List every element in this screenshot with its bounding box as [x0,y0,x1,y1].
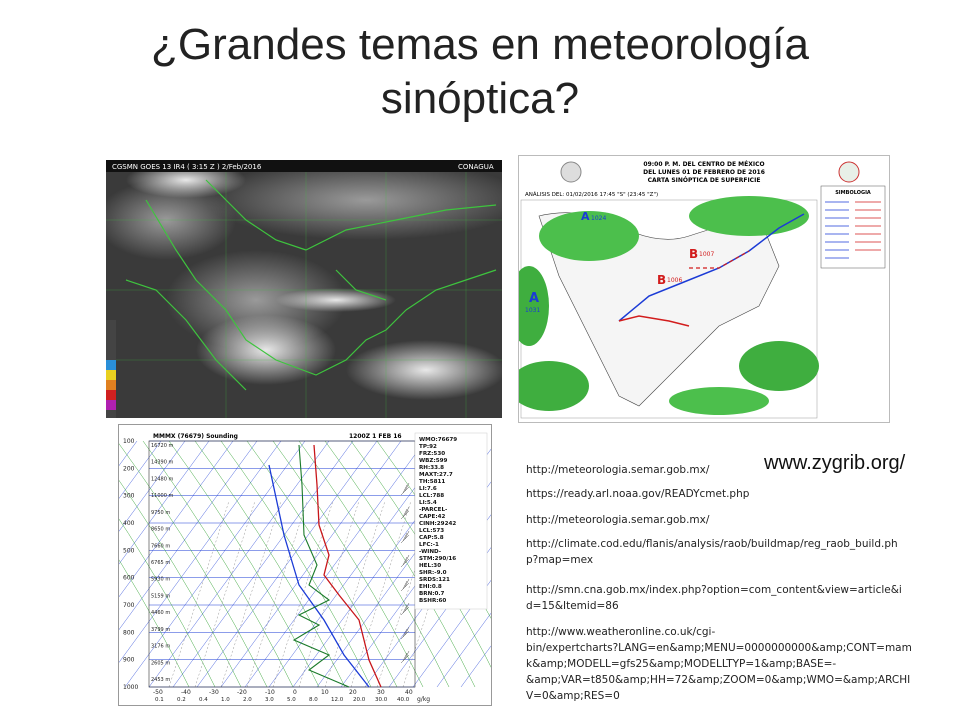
pressure-label: 700 [123,602,135,609]
pressure-label: 800 [123,629,135,637]
slide-title-line2: sinóptica? [380,74,580,123]
height-label: 2453 m [151,677,171,683]
skewt-svg [119,425,491,705]
height-label: 9750 m [151,509,171,516]
link-weatheronline[interactable] [526,624,912,704]
link-cod-raob[interactable] [526,536,898,568]
mixing-ratio-label: 1.0 [221,697,230,703]
mixing-ratio-label: 3.0 [265,697,274,703]
high-pressure-2-value: 1031 [525,307,541,314]
sounding-stat: WBZ:599 [419,458,448,464]
sounding-stat: BRN:0.7 [419,591,445,597]
mixing-ratio-label: 40.0 [397,697,410,703]
map-legend [821,186,885,268]
height-label: 7660 m [151,543,171,550]
pressure-label: 600 [123,574,135,582]
map-analysis: ANÁLISIS DEL: 01/02/2016 17:45 "S" (23:45 "Z") [525,192,659,198]
pressure-label: 200 [123,465,135,473]
temperature-label: 30 [377,689,385,696]
temperature-label: -30 [209,689,219,696]
sounding-header: MMMX (76679) Sounding [153,433,238,440]
link-smn-line1: http://smn.cna.gob.mx/index.php?option=com_content&view=article&i [526,584,902,596]
link-zygrib[interactable]: www.zygrib.org/ [764,452,906,474]
height-label: 8650 m [151,526,171,533]
pressure-label: 300 [123,492,135,500]
sounding-stat: BSHR:60 [419,598,447,604]
height-label: 2605 m [151,660,171,667]
temperature-label: -20 [237,689,247,696]
sounding-stat: TH:5811 [419,479,446,485]
link-weatheronline-line5: V=0&amp;RES=0 [526,690,620,702]
sounding-stat: WMO:76679 [419,437,458,443]
low-pressure-1-letter: B [689,247,699,261]
temperature-label: 10 [321,689,329,696]
link-smn[interactable] [526,582,902,614]
sounding-stat: MAXT:27.7 [419,472,453,478]
sounding-stat: LI:5.4 [419,500,437,506]
height-label: 5930 m [151,576,171,583]
mixing-ratio-label: 20.0 [353,697,366,703]
sounding-stat: CINH:29242 [419,521,457,527]
link-weatheronline-line3: k&amp;MODELL=gfs25&amp;MODELLTYP=1&amp;BASE=- [526,658,837,670]
link-weatheronline-line2: bin/expertcharts?LANG=en&amp;MENU=0000000000&amp;CONT=mam [526,642,912,654]
low-pressure-1-value: 1007 [699,251,715,258]
height-label: 4460 m [151,610,171,617]
sounding-stat: LCL:573 [419,528,445,534]
skewt-sounding [118,424,492,706]
link-smn-line2: d=15&Itemid=86 [526,600,619,612]
mixing-ratio-label: 0.2 [177,697,186,703]
sounding-stat: TP:92 [419,444,437,450]
sounding-stat: HEL:30 [419,563,442,569]
link-weatheronline-line1: http://www.weatheronline.co.uk/cgi- [526,626,716,638]
sounding-stat: RH:33.8 [419,465,445,471]
mixing-ratio-label: 0.4 [199,697,208,703]
link-cod-raob-line2: p?map=mex [526,554,594,566]
height-label: 6765 m [151,560,171,566]
map-header-3: CARTA SINÓPTICA DE SUPERFICIE [647,177,761,184]
link-cod-raob-line1: http://climate.cod.edu/flanis/analysis/raob/buildmap/reg_raob_build.ph [526,538,898,550]
sounding-stat: -PARCEL- [419,507,448,513]
sounding-stat: LCL:788 [419,493,445,499]
link-weatheronline-line4: &amp;VAR=t850&amp;HH=72&amp;ZOOM=0&amp;WMO=&amp;ARCHI [526,674,911,686]
high-pressure-1-letter: A [581,210,590,223]
temperature-label: 20 [349,689,357,696]
satellite-svg [106,160,502,418]
smn-seal-icon [839,162,859,182]
semar-seal-icon [561,162,581,182]
height-label: 5159 m [151,593,171,600]
sounding-stat: STM:290/16 [419,556,457,562]
link-semar-1[interactable]: http://meteorologia.semar.gob.mx/ [526,464,710,476]
temperature-label: -10 [265,689,275,696]
temperature-label: -40 [181,689,191,696]
sounding-stat: LI:7.6 [419,486,437,492]
surface-map-svg [519,156,889,422]
map-header-1: 09:00 P. M. DEL CENTRO DE MÉXICO [643,161,765,168]
mixing-ratio-label: 30.0 [375,697,388,703]
height-label: 16720 m [151,443,174,449]
pressure-label: 900 [123,656,135,664]
mixing-ratio-units: g/kg [417,696,431,703]
high-pressure-1-value: 1024 [591,215,607,222]
conagua-logo: CONAGUA [458,163,494,171]
height-label: 3799 m [151,626,171,633]
sounding-stat: CAP:5.8 [419,535,444,541]
height-label: 11000 m [151,493,174,500]
slide-title-line1: ¿Grandes temas en meteorología [151,20,809,69]
sounding-stat: LFC:-1 [419,542,439,548]
map-legend-title: SIMBOLOGIA [835,190,871,196]
sounding-stat: CAPE:42 [419,514,446,520]
map-header-2: DEL LUNES 01 DE FEBRERO DE 2016 [643,169,765,176]
pressure-label: 400 [123,520,135,527]
height-label: 12480 m [151,476,174,483]
link-semar-2[interactable]: http://meteorologia.semar.gob.mx/ [526,514,710,526]
mixing-ratio-label: 5.0 [287,697,296,703]
low-pressure-2-value: 1006 [667,277,683,284]
sounding-stat: SRDS:121 [419,577,450,583]
low-pressure-2-letter: B [657,273,667,287]
satellite-header: CGSMN GOES 13 IR4 ( 3:15 Z ) 2/Feb/2016 [112,163,262,171]
pressure-label: 100 [123,438,135,445]
mixing-ratio-label: 0.1 [155,697,164,703]
sounding-time: 1200Z 1 FEB 16 [349,433,402,440]
pressure-label: 500 [123,547,135,555]
high-pressure-2-letter: A [529,291,540,306]
surface-map [518,155,890,423]
temperature-label: 40 [405,689,413,696]
sounding-stat: EHI:0.8 [419,584,442,590]
mixing-ratio-label: 2.0 [243,697,252,703]
pressure-label: 1000 [123,684,139,691]
temperature-label: 0 [293,689,297,696]
mixing-ratio-label: 8.0 [309,697,318,703]
temperature-label: -50 [153,689,163,696]
link-noaa-ready[interactable]: https://ready.arl.noaa.gov/READYcmet.php [526,488,750,500]
mixing-ratio-label: 12.0 [331,697,344,703]
sounding-stat: -WIND- [419,549,442,555]
satellite-image [106,160,502,418]
height-label: 3176 m [151,643,171,650]
height-label: 14390 m [151,459,174,466]
slide-title [40,18,920,126]
sounding-stat: SHR:-9.0 [419,570,447,576]
sounding-stat: FRZ:530 [419,451,446,457]
